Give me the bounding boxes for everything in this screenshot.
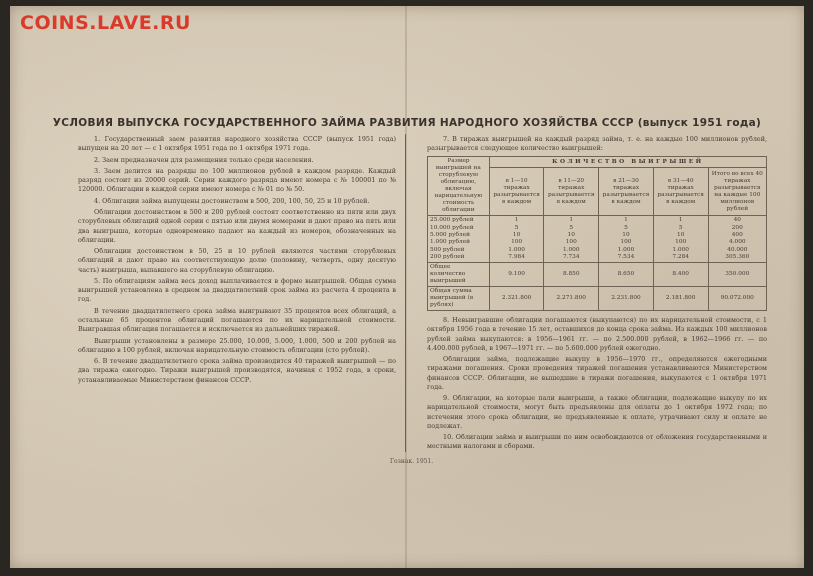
total-sum-value: 2.231.800 [599, 287, 654, 311]
clause-4-para-2: Облигации достоинством в 500 и 200 рублей состоят соответственно из пяти или двух сторублевых облигаций одной серии с пятью или двумя номерами и дают право на пять или два выигрыша, которые одновременно падают на каждый из номеров, обозначенных на облигации. [78, 208, 396, 244]
draws-11-20-header: в 11—20 тиражах разыгрывается в каждом [544, 168, 599, 216]
clause-4-para-3: Облигации достоинством в 50, 25 и 10 рублей являются частями сторублевых облигаций и дают право на соответствующую долю (половину, четверть, одну десятую часть) выигрыша, выпавшего на сторублевую облигацию. [78, 247, 396, 274]
right-column [427, 135, 767, 454]
draws-31-40-cell: 1 5 10 100 1.000 7.284 [653, 216, 708, 263]
total-draws-cell: 40 200 400 4.000 40.000 305.360 [708, 216, 766, 263]
total-sum-value: 2.321.800 [489, 287, 544, 311]
clause-6: 6. В течение двадцатилетнего срока займа производится 40 тиражей выигрышей — по два тиража ежегодно. Тиражи выигрышей производятся, начиная с 1952 года, в сроки, устанавливаемые Министерством финансов СССР. [78, 357, 396, 384]
total-count-value: 9.100 [489, 263, 544, 287]
total-sum-value: 90.072.000 [708, 287, 766, 311]
clause-3: 3. Заем делится на разряды по 100 миллионов рублей в каждом разряде. Каждый разряд состоит из 20000 серий. Серии каждого разряда имеют номера с № 100001 по № 120000. Облигации в каждой серии имеют номера с № 01 по № 50. [78, 166, 396, 194]
draws-1-10-header: в 1—10 тиражах разыгрывается в каждом [489, 168, 544, 216]
draws-21-30-cell: 1 5 10 100 1.000 7.534 [599, 216, 654, 263]
clause-8: 8. Невыигравшие облигации погашаются (выкупаются) по их нарицательной стоимости, с 1 октября 1956 года в течение 15 лет, оставшихся до конца срока займа. Из каждых 100 миллионов рублей займа выкупаются: в 1956—1961 гг. — по 2.500.000 рублей, в 1962—1966 гг. — по 4.400.000 рублей, в 1967—1971 гг. — по 5.600.000 рублей ежегодно. [427, 316, 767, 352]
draws-11-20-cell: 1 5 10 100 1.000 7.734 [544, 216, 599, 263]
printer-mark: Гознак. 1951. [390, 458, 434, 465]
total-count-value: 350.000 [708, 263, 766, 287]
total-sum-label: Общая сумма выигрышей (в рублях) [428, 287, 490, 311]
clause-9: 9. Облигации, на которые пали выигрыши, а также облигации, подлежащие выкупу по их нарицательной стоимости, могут быть предъявлены для оплаты до 1 октября 1972 года; по истечении этого срока облигации, не предъявленные к оплате, утрачивают силу и оплате не подлежат. [427, 394, 767, 430]
clause-5-para-3: Выигрыши установлены в размере 25.000, 10.000, 5.000, 1.000, 500 и 200 рублей на облигацию в 100 рублей, включая нарицательную стоимость облигации (сто рублей). [78, 336, 396, 354]
clause-4: 4. Облигации займа выпущены достоинством в 500, 200, 100, 50, 25 и 10 рублей. [94, 196, 370, 205]
left-column [78, 135, 396, 387]
prize-size-header: Размер выигрышей на сторублевую облигацию, включая нарицательную стоимость облигации [428, 157, 490, 216]
prize-amounts-cell: 25.000 рублей 10.000 рублей 5.000 рублей 1.000 рублей 500 рублей 200 рублей [428, 216, 490, 263]
draws-31-40-header: в 31—40 тиражах разыгрывается в каждом [653, 168, 708, 216]
total-draws-header: Итого во всех 40 тиражах разыгрывается на каждые 100 миллионов рублей [708, 168, 766, 216]
total-sum-value: 2.181.800 [653, 287, 708, 311]
watermark-text: COINS.LAVE.RU [20, 12, 191, 34]
total-count-value: 8.850 [544, 263, 599, 287]
bond-back-page [10, 6, 804, 568]
total-count-value: 8.400 [653, 263, 708, 287]
prize-table [427, 156, 767, 311]
prize-count-group-header: КОЛИЧЕСТВО ВЫИГРЫШЕЙ [489, 157, 766, 168]
clause-5-para-2: В течение двадцатилетнего срока займа выигрывают 35 процентов всех облигаций, а остальные 65 процентов облигаций погашаются по их нарицательной стоимости. Выигравшая облигация погашается и исключается из дальнейших тиражей. [78, 306, 396, 334]
clause-1: 1. Государственный заем развития народного хозяйства СССР (выпуск 1951 года) выпущен на 20 лет — с 1 октября 1951 года по 1 октября 1971 года. [78, 135, 396, 153]
total-count-label: Общее количество выигрышей [428, 263, 490, 287]
clause-5: 5. По облигациям займа весь доход выплачивается в форме выигрышей. Общая сумма выигрышей установлена в среднем за двадцатилетний срок займа из расчета 4 процента в год. [78, 276, 396, 304]
total-sum-value: 2.271.800 [544, 287, 599, 311]
draws-21-30-header: в 21—30 тиражах разыгрывается в каждом [599, 168, 654, 216]
clause-7: 7. В тиражах выигрышей на каждый разряд займа, т. е. на каждые 100 миллионов рублей, разыгрывается следующее количество выигрышей: [427, 135, 767, 153]
draws-1-10-cell: 1 5 10 100 1.000 7.984 [489, 216, 544, 263]
column-divider [405, 134, 406, 452]
page-title: УСЛОВИЯ ВЫПУСКА ГОСУДАРСТВЕННОГО ЗАЙМА РАЗВИТИЯ НАРОДНОГО ХОЗЯЙСТВА СССР (выпуск 1951 года) [52, 117, 762, 129]
clause-2: 2. Заем предназначен для размещения только среди населения. [94, 155, 314, 164]
clause-10: 10. Облигации займа и выигрыши по ним освобождаются от обложения государственными и местными налогами и сборами. [427, 433, 767, 451]
clause-8-para-2: Облигации займа, подлежащие выкупу в 1956—1970 гг., определяются ежегодными тиражами погашения. Сроки проведения тиражей погашения устанавливаются Министерством финансов СССР. Облигации, не вышедшие в тиражи погашения, выкупаются с 1 октября 1971 года. [427, 355, 767, 391]
total-count-value: 8.650 [599, 263, 654, 287]
